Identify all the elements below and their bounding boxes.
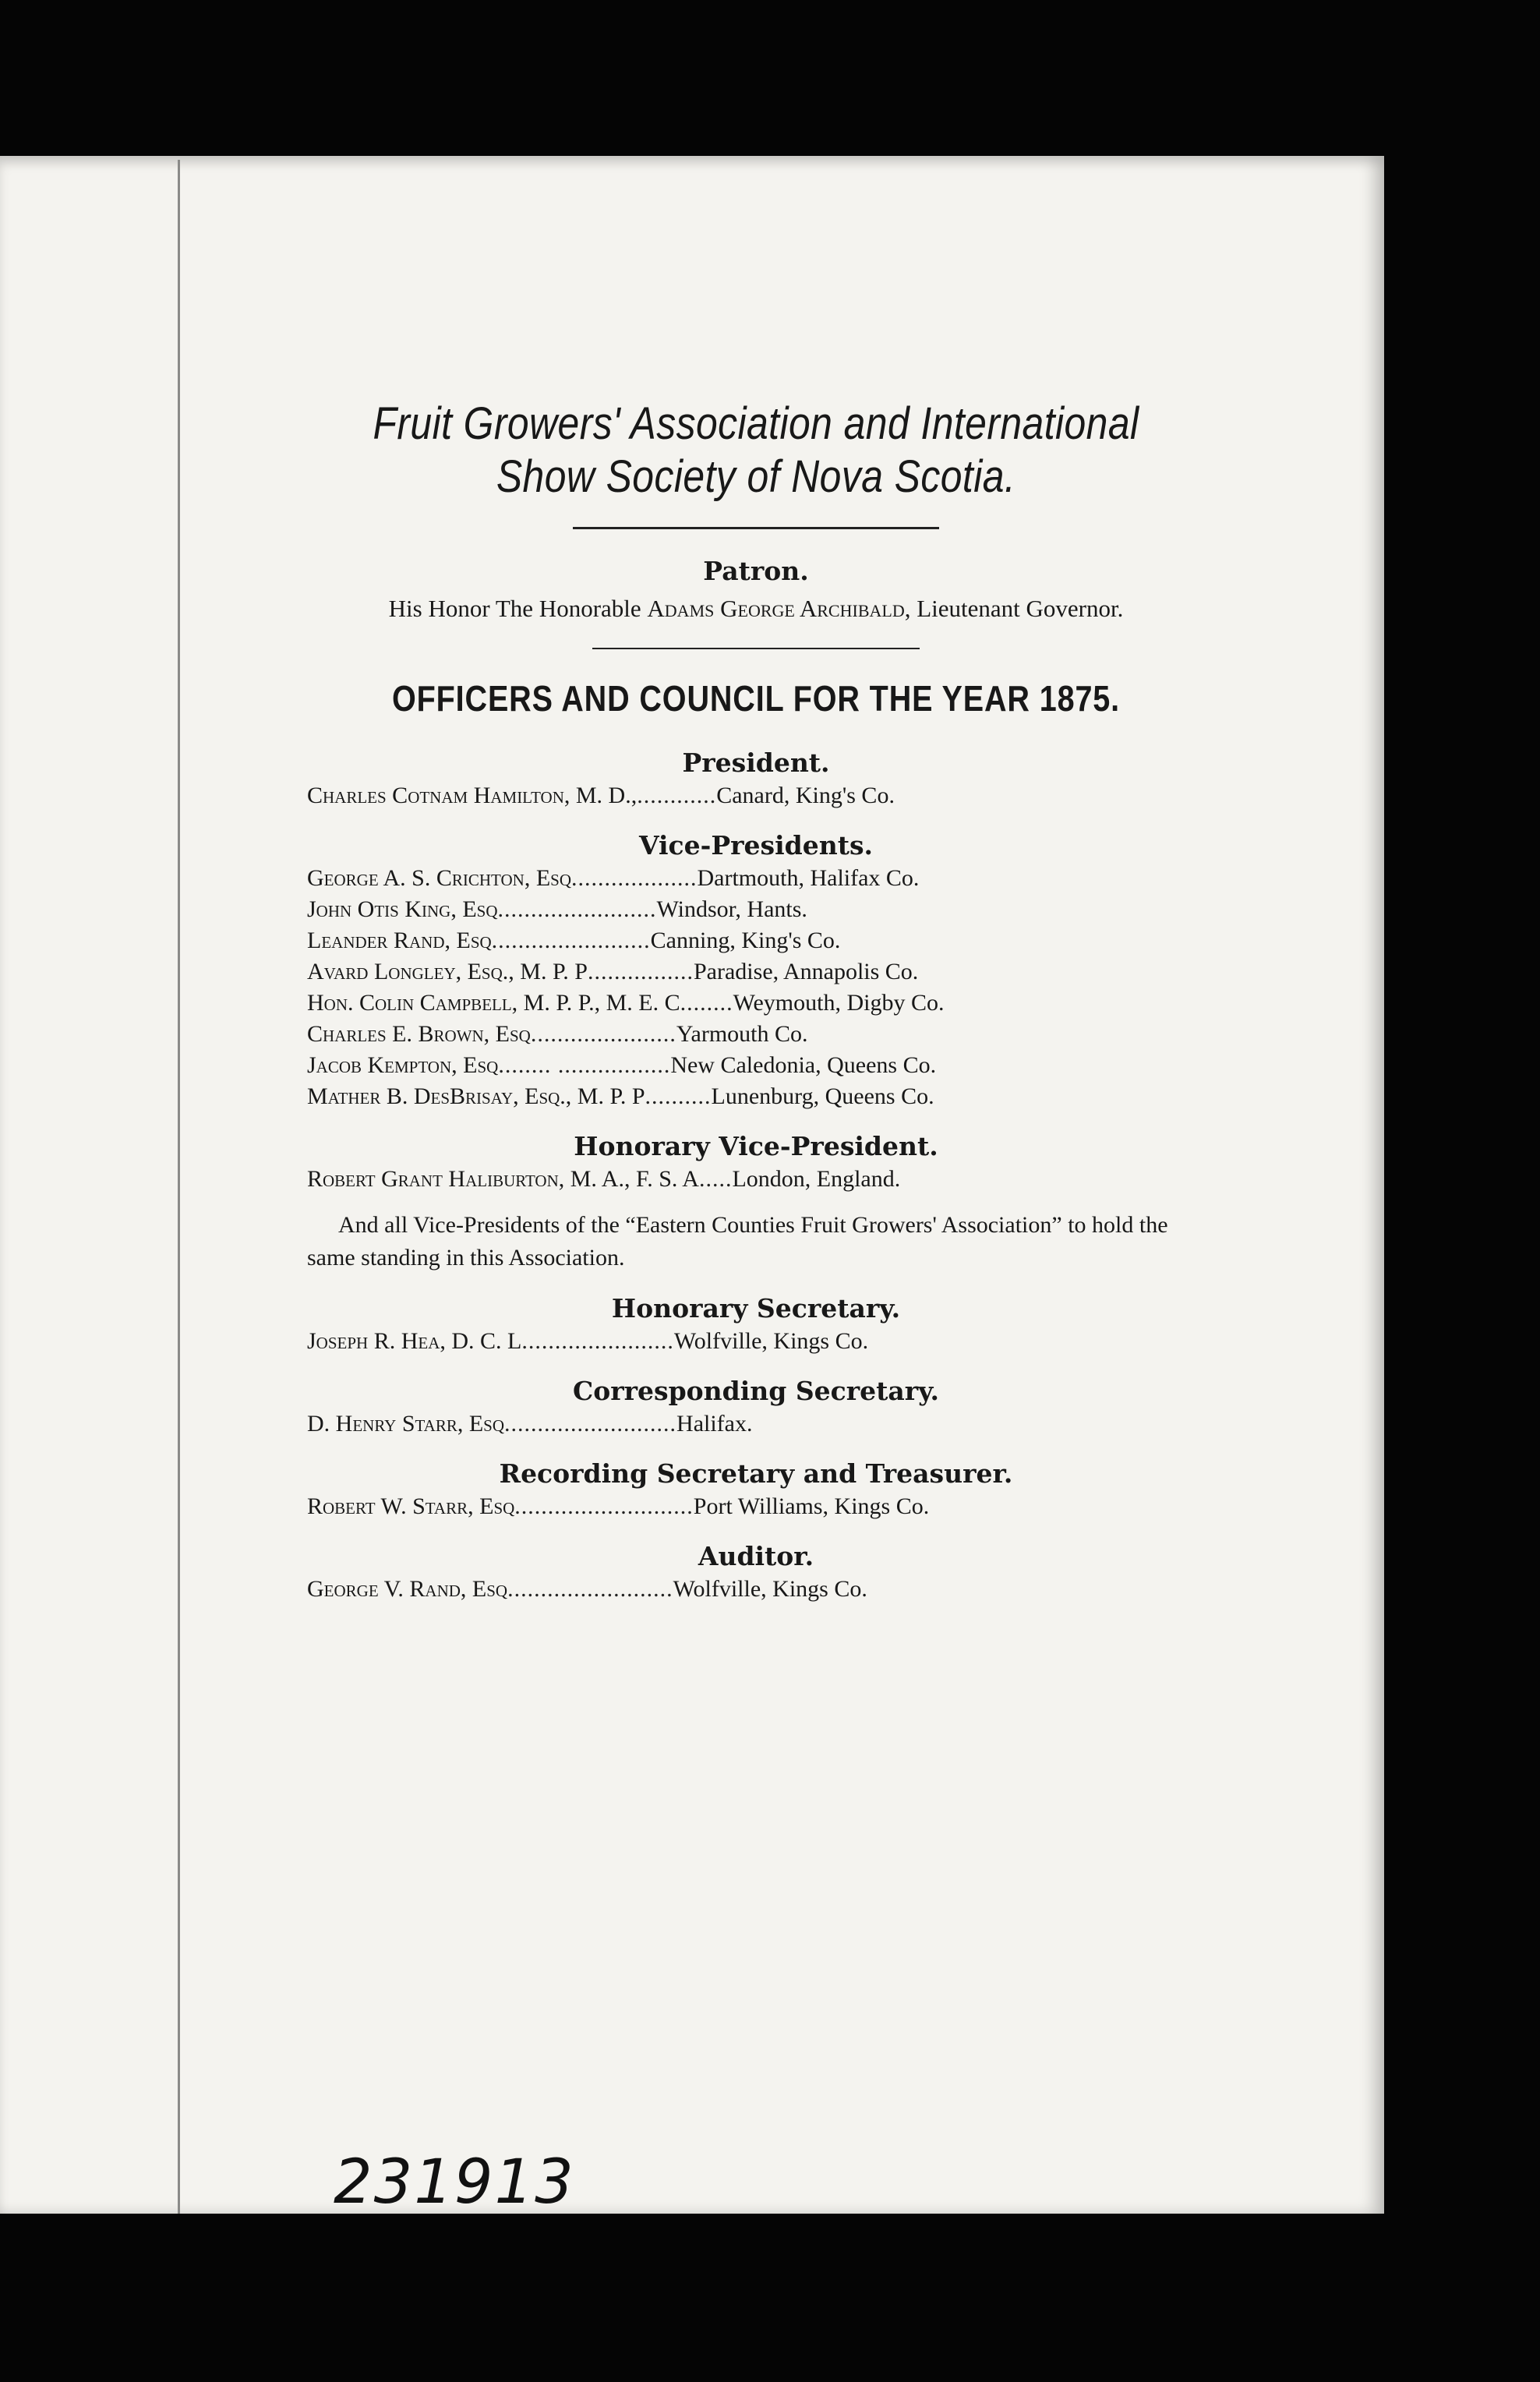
officer-entry	[304, 1164, 1164, 1195]
officer-entry	[304, 894, 1164, 925]
leader-dots: ................	[588, 959, 694, 984]
officer-place: London, England.	[732, 1166, 901, 1192]
president-heading: President.	[682, 747, 830, 778]
officer-entry	[304, 1326, 1164, 1357]
binding-edge	[178, 160, 180, 2214]
officer-name: Jacob Kempton, Esq	[307, 1052, 499, 1078]
corresponding-secretary-heading: Corresponding Secretary.	[572, 1376, 940, 1406]
leader-dots: ...................	[570, 865, 698, 891]
president-section	[304, 746, 1208, 811]
patron-prefix: His Honor The Honorable	[388, 595, 648, 622]
vice-presidents-heading: Vice-Presidents.	[638, 830, 874, 861]
leader-dots: ...........................	[514, 1493, 694, 1519]
recording-secretary-section	[304, 1457, 1208, 1522]
corresponding-secretary-section	[304, 1374, 1208, 1440]
leader-dots: .........................	[507, 1576, 673, 1602]
leader-dots: ........................	[491, 928, 651, 953]
officer-name: Robert Grant Haliburton, M. A., F. S. A	[307, 1166, 699, 1192]
leader-dots: .......................	[521, 1328, 674, 1354]
officer-place: Port Williams, Kings Co.	[693, 1493, 930, 1519]
officer-place: Canard, King's Co.	[716, 783, 895, 808]
title-line-1: Fruit Growers' Association and International	[373, 398, 1139, 449]
officer-place: Wolfville, Kings Co.	[673, 1328, 869, 1354]
officer-place: Windsor, Hants.	[656, 896, 807, 922]
patron-rule	[592, 648, 920, 649]
catalog-number: 231913	[334, 2147, 575, 2218]
officer-place: Paradise, Annapolis Co.	[694, 959, 919, 984]
officer-entry	[304, 1050, 1164, 1081]
honorary-secretary-heading: Honorary Secretary.	[611, 1293, 901, 1324]
recording-secretary-heading: Recording Secretary and Treasurer.	[499, 1458, 1013, 1489]
officer-place: Yarmouth Co.	[676, 1021, 808, 1047]
officer-entry	[304, 1491, 1164, 1522]
honorary-secretary-section	[304, 1292, 1208, 1357]
officer-entry	[304, 925, 1164, 956]
vice-presidents-section	[304, 829, 1208, 1112]
leader-dots: ........ .................	[498, 1052, 671, 1078]
title-rule	[573, 527, 939, 529]
auditor-section	[304, 1539, 1208, 1605]
honorary-vice-president-heading: Honorary Vice-President.	[574, 1131, 938, 1161]
officer-entry	[304, 863, 1164, 894]
officer-name: D. Henry Starr, Esq	[307, 1411, 505, 1437]
officer-entry	[304, 1408, 1164, 1440]
title-line-2: Show Society of Nova Scotia.	[496, 451, 1016, 502]
officer-name: Robert W. Starr, Esq	[307, 1493, 515, 1519]
officer-place: New Caledonia, Queens Co.	[670, 1052, 937, 1078]
officer-entry	[304, 1574, 1164, 1605]
officer-entry	[304, 988, 1164, 1019]
honorary-vice-president-section	[304, 1129, 1208, 1274]
officer-name: Mather B. DesBrisay, Esq., M. P. P	[307, 1083, 645, 1109]
officer-place: Dartmouth, Halifax Co.	[697, 865, 920, 891]
leader-dots: ........................	[497, 896, 657, 922]
leader-dots: ......................	[530, 1021, 676, 1047]
leader-dots: .....	[698, 1166, 733, 1192]
leader-dots: ............	[637, 783, 717, 808]
main-heading: OFFICERS AND COUNCIL FOR THE YEAR 1875.	[391, 678, 1121, 719]
officer-entry	[304, 780, 1164, 811]
patron-line	[304, 593, 1208, 624]
patron-suffix: , Lieutenant Governor.	[904, 595, 1124, 622]
officer-name: Charles Cotnam Hamilton, M. D.,	[307, 783, 638, 808]
leader-dots: ..........................	[504, 1411, 677, 1437]
patron-name: Adams George Archibald	[647, 595, 905, 622]
officer-place: Wolfville, Kings Co.	[673, 1576, 867, 1602]
officer-name: Joseph R. Hea, D. C. L	[307, 1328, 522, 1354]
officer-place: Halifax.	[676, 1411, 753, 1437]
officer-name: George V. Rand, Esq	[307, 1576, 508, 1602]
vice-president-note: And all Vice-Presidents of the “Eastern Counties Fruit Growers' Association” to hold the same standing in this Association.	[307, 1212, 1168, 1271]
leader-dots: ..........	[645, 1083, 712, 1109]
officer-name: John Otis King, Esq	[307, 896, 498, 922]
patron-heading: Patron.	[703, 556, 809, 586]
officer-name: Charles E. Brown, Esq	[307, 1021, 531, 1047]
officer-name: George A. S. Crichton, Esq	[307, 865, 571, 891]
officer-name: Avard Longley, Esq., M. P. P	[307, 959, 588, 984]
officer-place: Canning, King's Co.	[650, 928, 841, 953]
officer-entry	[304, 1081, 1164, 1112]
officer-place: Weymouth, Digby Co.	[733, 990, 945, 1016]
officer-place: Lunenburg, Queens Co.	[711, 1083, 934, 1109]
leader-dots: ........	[680, 990, 733, 1016]
officer-name: Leander Rand, Esq	[307, 928, 492, 953]
officer-name: Hon. Colin Campbell, M. P. P., M. E. C	[307, 990, 680, 1016]
document-content	[304, 398, 1208, 1605]
officer-entry	[304, 956, 1164, 988]
auditor-heading: Auditor.	[698, 1541, 814, 1571]
officer-entry	[304, 1019, 1164, 1050]
